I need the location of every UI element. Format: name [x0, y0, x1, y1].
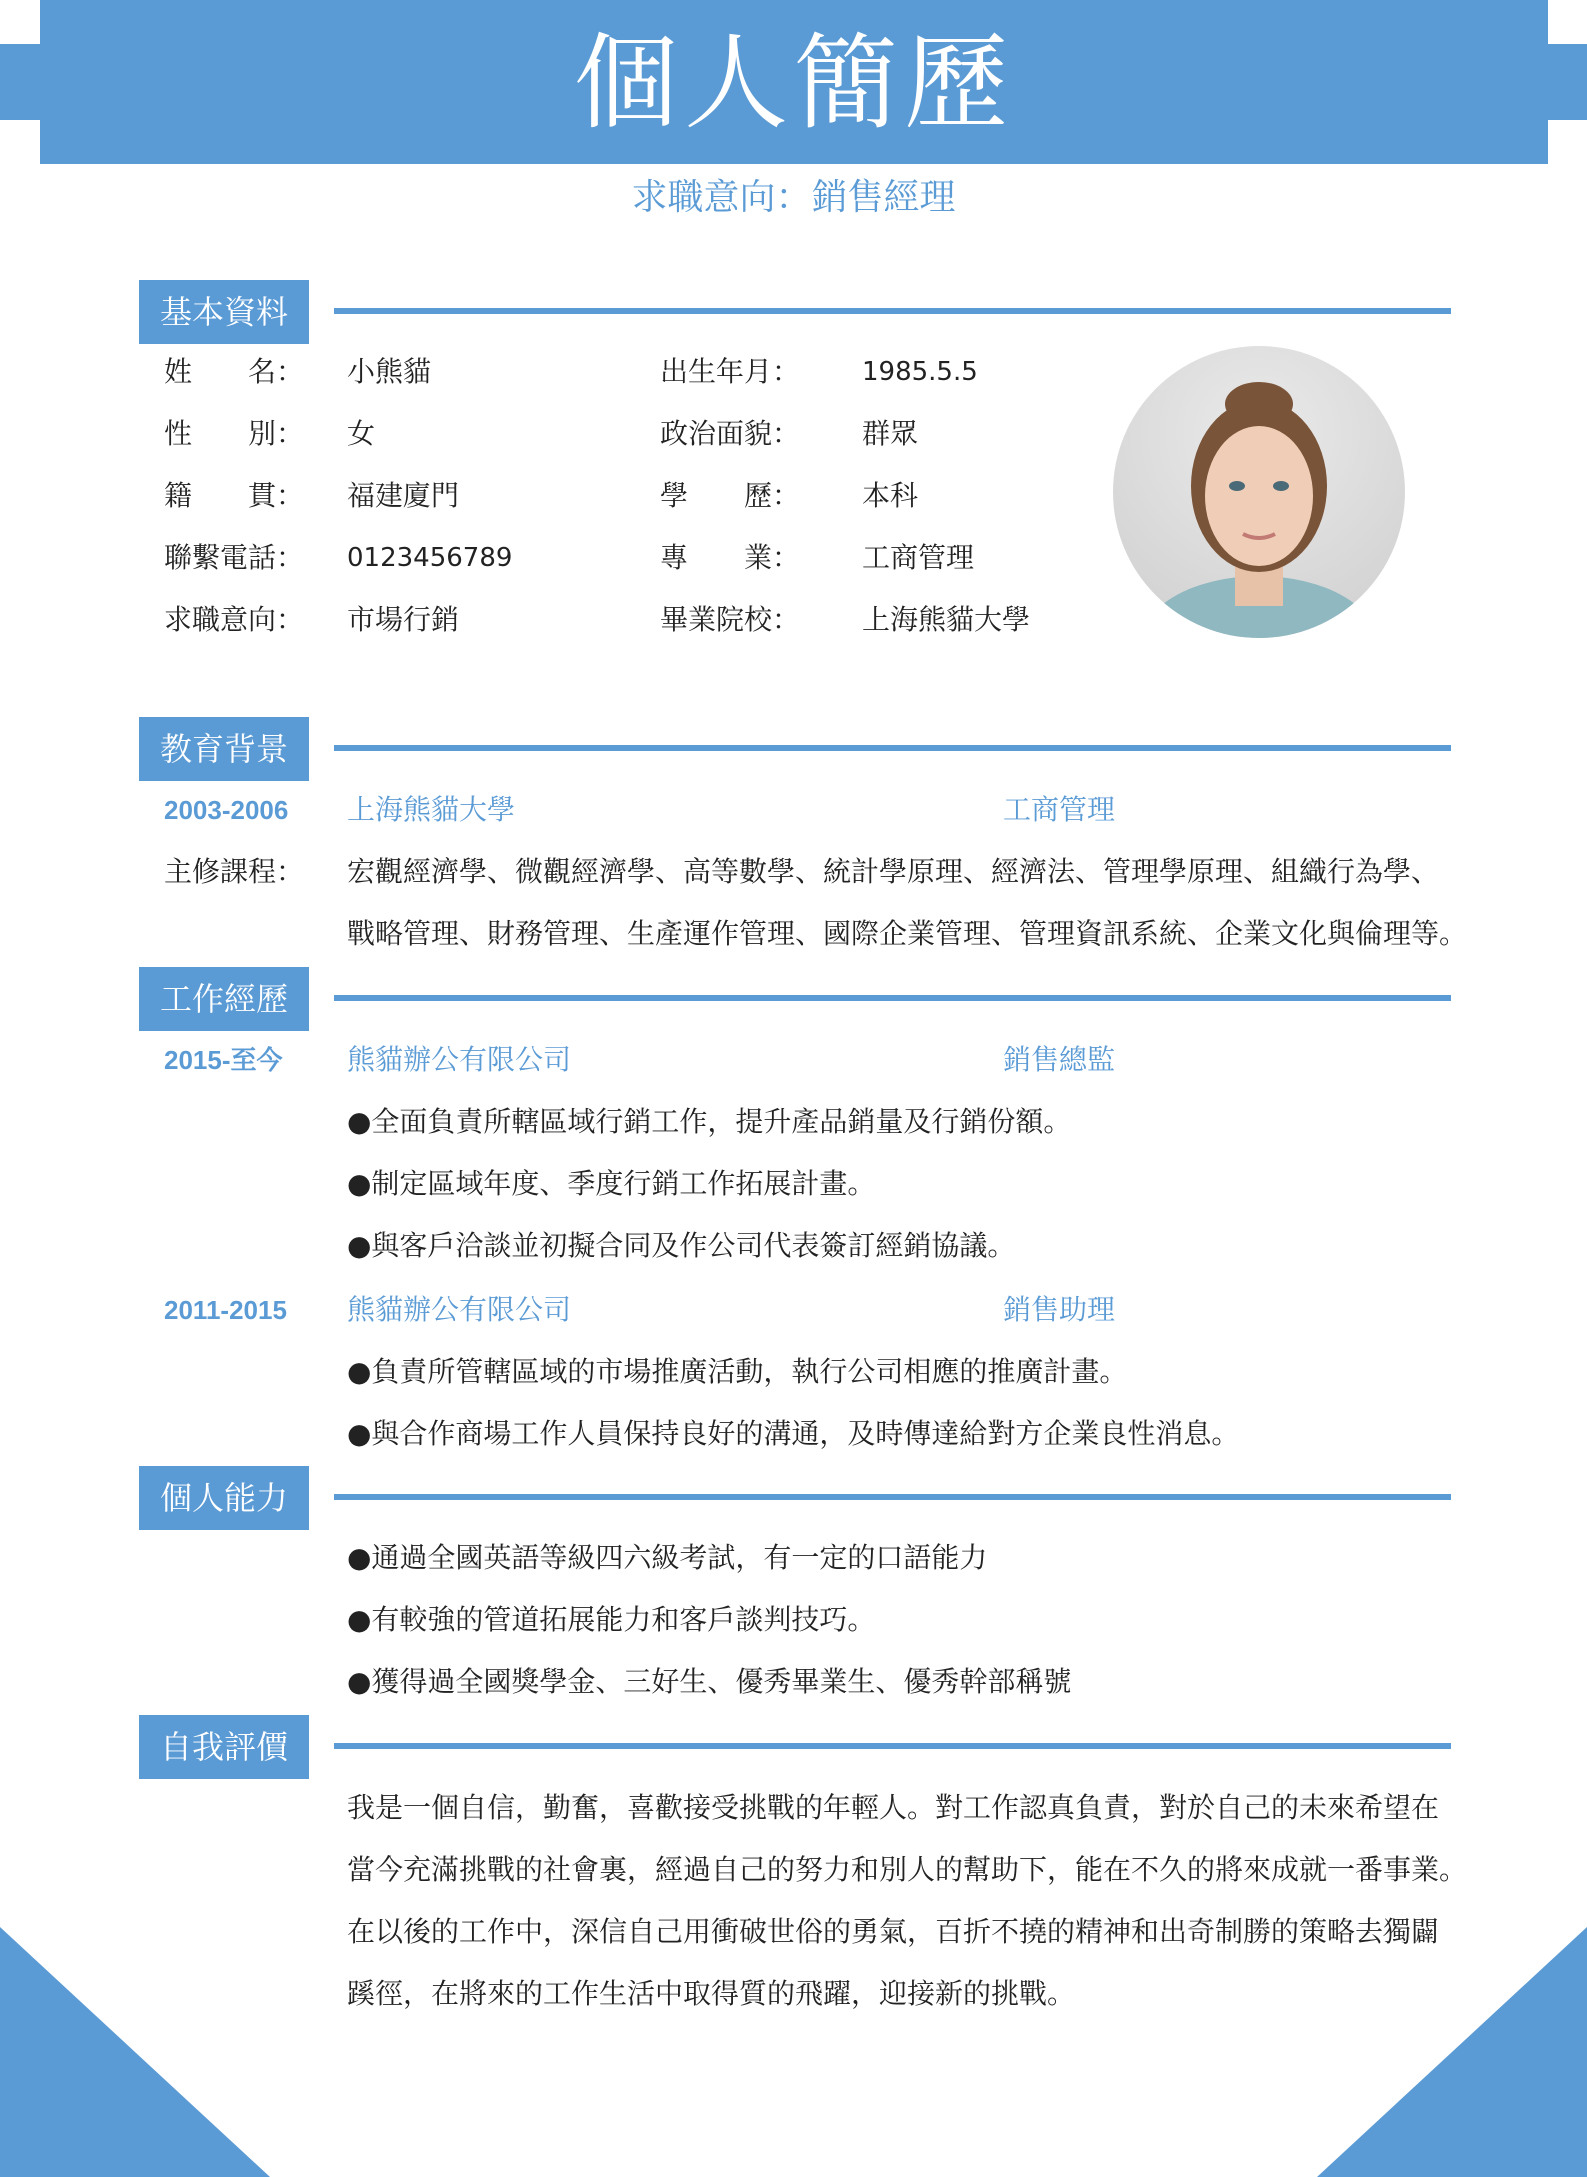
page-title: 個人簡歷	[573, 22, 1014, 144]
self-eval-line-1: 我是一個自信，勤奮，喜歡接受挑戰的年輕人。對工作認真負責，對於自己的未來希望在	[347, 1791, 1440, 1824]
self-eval-line-3: 在以後的工作中，深信自己用衝破世俗的勇氣，百折不撓的精神和出奇制勝的策略去獨闢	[347, 1915, 1440, 1948]
name-label: 姓 名：	[164, 355, 305, 388]
corner-decoration-left	[0, 1927, 270, 2177]
work-1-bullet-1: ●全面負責所轄區域行銷工作，提升產品銷量及行銷份額。	[347, 1105, 1072, 1138]
section-ability-label: 個人能力	[139, 1466, 309, 1530]
section-self-eval-line	[334, 1743, 1451, 1749]
origin-value: 福建廈門	[347, 479, 460, 512]
ability-3: ●獲得過全國獎學金、三好生、優秀畢業生、優秀幹部稱號	[347, 1665, 1072, 1698]
self-eval-line-4: 蹊徑，在將來的工作生活中取得質的飛躍，迎接新的挑戰。	[347, 1977, 1076, 2010]
section-education-line	[334, 745, 1451, 751]
degree-label: 學 歷：	[660, 479, 801, 512]
work-2-bullet-1: ●負責所管轄區域的市場推廣活動，執行公司相應的推廣計畫。	[347, 1355, 1128, 1388]
section-self-eval-label: 自我評價	[139, 1715, 309, 1779]
section-basic-label: 基本資料	[139, 280, 309, 344]
section-ability-line	[334, 1494, 1451, 1500]
education-major: 工商管理	[1003, 793, 1116, 826]
portrait-illustration	[1113, 346, 1405, 638]
work-2-bullet-2: ●與合作商場工作人員保持良好的溝通，及時傳達給對方企業良性消息。	[347, 1417, 1240, 1450]
work-2-years: 2011-2015	[164, 1295, 287, 1325]
gender-value: 女	[347, 417, 376, 450]
birth-value: 1985.5.5	[862, 357, 978, 387]
section-work-label: 工作經歷	[139, 967, 309, 1031]
section-basic-line	[334, 308, 1451, 314]
work-2-company: 熊貓辦公有限公司	[347, 1293, 572, 1326]
work-1-position: 銷售總監	[1003, 1043, 1116, 1076]
political-label: 政治面貌：	[660, 417, 801, 450]
education-years: 2003-2006	[164, 795, 289, 825]
profile-photo	[1113, 346, 1405, 638]
work-1-years: 2015-至今	[164, 1045, 283, 1075]
title-banner	[40, 0, 1548, 164]
courses-label: 主修課程：	[164, 855, 305, 888]
major-label: 專 業：	[660, 541, 801, 574]
section-work-line	[334, 995, 1451, 1001]
courses-line-2: 戰略管理、財務管理、生產運作管理、國際企業管理、管理資訊系統、企業文化與倫理等。	[347, 917, 1468, 950]
birth-label: 出生年月：	[660, 355, 801, 388]
name-value: 小熊貓	[347, 355, 432, 388]
school-value: 上海熊貓大學	[862, 603, 1031, 636]
major-value: 工商管理	[862, 541, 975, 574]
school-label: 畢業院校：	[660, 603, 801, 636]
political-value: 群眾	[862, 417, 919, 450]
ability-2: ●有較強的管道拓展能力和客戶談判技巧。	[347, 1603, 876, 1636]
work-1-bullet-3: ●與客戶洽談並初擬合同及作公司代表簽訂經銷協議。	[347, 1229, 1016, 1262]
education-school: 上海熊貓大學	[347, 793, 516, 826]
work-2-position: 銷售助理	[1003, 1293, 1116, 1326]
section-education-label: 教育背景	[139, 717, 309, 781]
work-1-bullet-2: ●制定區域年度、季度行銷工作拓展計畫。	[347, 1167, 876, 1200]
degree-value: 本科	[862, 479, 919, 512]
ability-1: ●通過全國英語等級四六級考試，有一定的口語能力	[347, 1541, 988, 1574]
corner-decoration-right	[1317, 1927, 1587, 2177]
work-1-company: 熊貓辦公有限公司	[347, 1043, 572, 1076]
intent-label: 求職意向：	[164, 603, 305, 636]
self-eval-line-2: 當今充滿挑戰的社會裏，經過自己的努力和別人的幫助下，能在不久的將來成就一番事業。	[347, 1853, 1468, 1886]
origin-label: 籍 貫：	[164, 479, 305, 512]
gender-label: 性 別：	[164, 417, 305, 450]
courses-line-1: 宏觀經濟學、微觀經濟學、高等數學、統計學原理、經濟法、管理學原理、組織行為學、	[347, 855, 1440, 888]
intent-value: 市場行銷	[347, 603, 460, 636]
objective-subtitle: 求職意向：銷售經理	[631, 177, 956, 218]
phone-value: 0123456789	[347, 543, 513, 573]
phone-label: 聯繫電話：	[164, 541, 305, 574]
